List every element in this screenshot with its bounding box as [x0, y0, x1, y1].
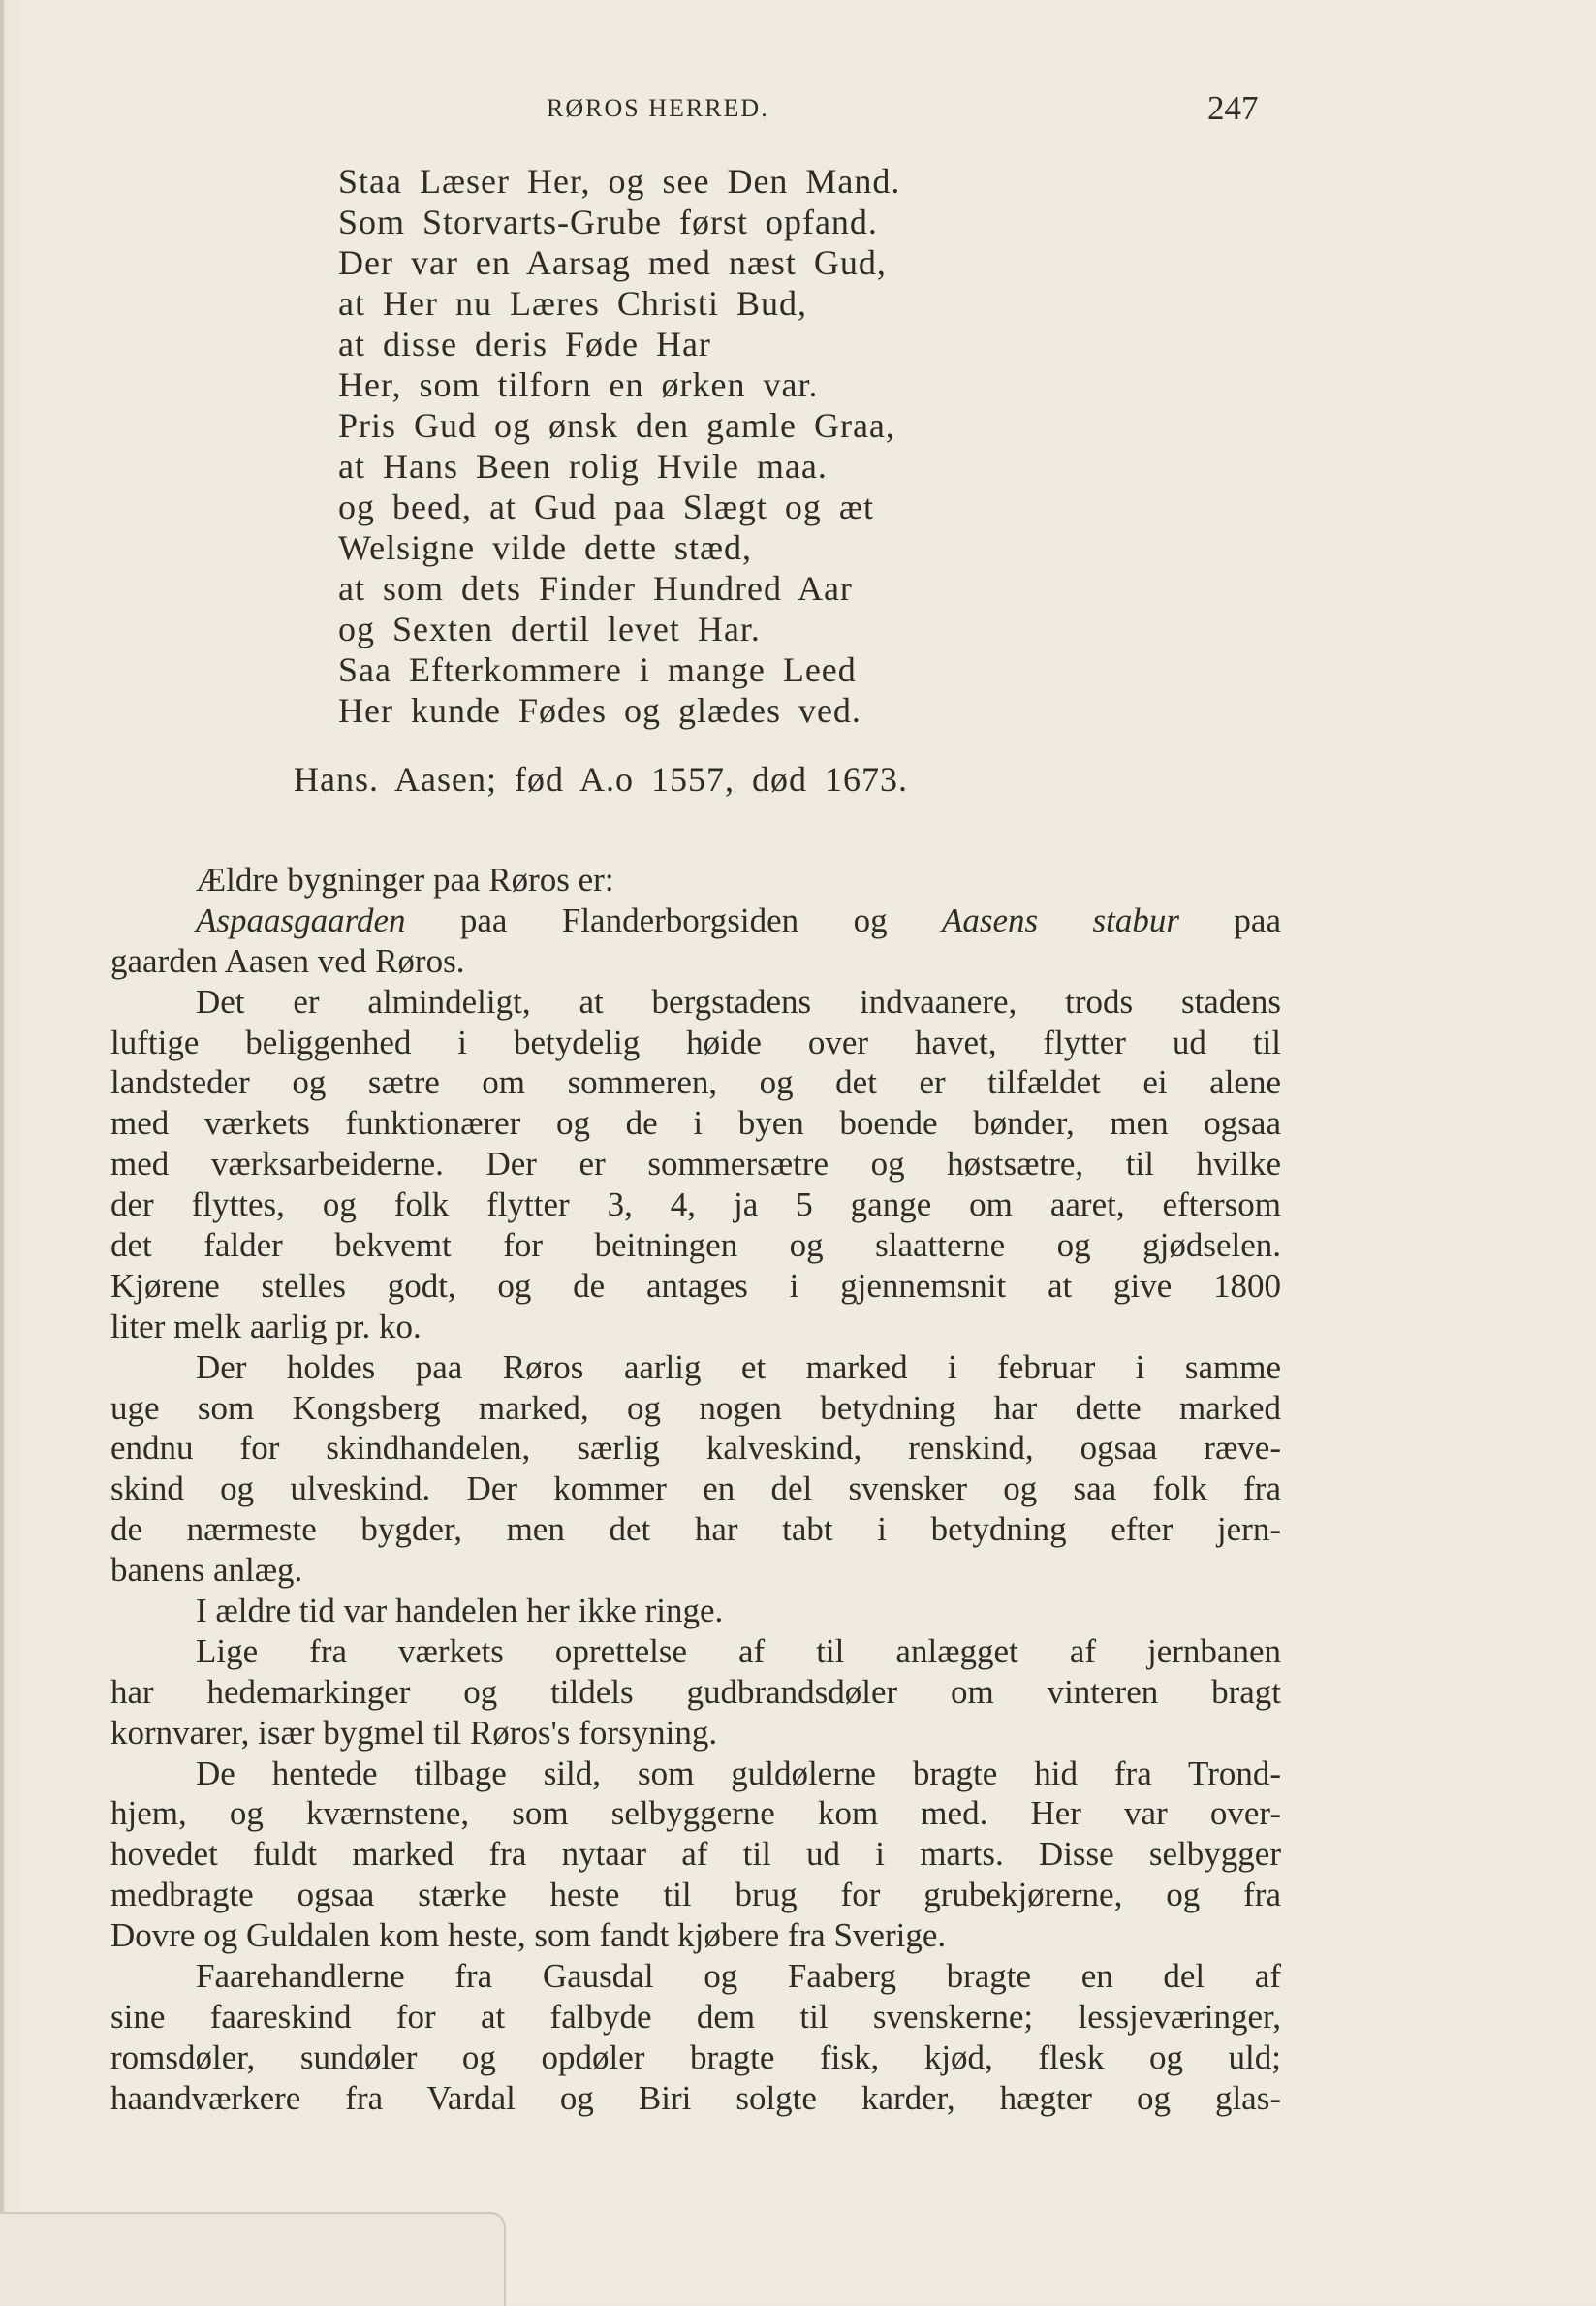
- body-line-18: banens anlæg.: [110, 1551, 303, 1590]
- body-line-20: Lige fra værkets oprettelse af til anlægget af jernbanen: [196, 1631, 1281, 1670]
- body-line-23: De hentede tilbage sild, som guldølerne bragte hid fra Trond-: [196, 1753, 1281, 1792]
- poem-line-8: at Hans Been rolig Hvile maa.: [338, 447, 828, 486]
- body-line-2-text-1: paa Flanderborgsiden og: [405, 900, 942, 939]
- body-line-26: medbragte ogsaa stærke heste til brug for grubekjørerne, og fra: [110, 1876, 1281, 1914]
- body-line-24: hjem, og kværnstene, som selbyggerne kom med. Her var over-: [110, 1794, 1281, 1833]
- body-line-29: sine faareskind for at falbyde dem til svenskerne; lessjeværinger,: [110, 1997, 1281, 2036]
- body-line-31: haandværkere fra Vardal og Biri solgte karder, hægter og glas-: [110, 2078, 1281, 2117]
- page-number: 247: [1207, 89, 1259, 127]
- body-line-15: endnu for skindhandelen, særlig kalveskind, renskind, ogsaa ræve-: [110, 1429, 1281, 1468]
- poem-line-14: Her kunde Fødes og glædes ved.: [338, 691, 861, 730]
- body-line-1: Ældre bygninger paa Røros er:: [196, 861, 614, 899]
- body-line-17: de nærmeste bygder, men det har tabt i betydning efter jern-: [110, 1510, 1281, 1549]
- body-line-9: der flyttes, og folk flytter 3, 4, ja 5 gange om aaret, eftersom: [110, 1185, 1281, 1224]
- body-line-19: I ældre tid var handelen her ikke ringe.: [196, 1592, 724, 1630]
- body-line-28: Faarehandlerne fra Gausdal og Faaberg bragte en del af: [196, 1957, 1281, 1996]
- body-line-10: det falder bekvemt for beitningen og slaatterne og gjødselen.: [110, 1226, 1281, 1265]
- poem-line-5: at disse deris Føde Har: [338, 325, 711, 363]
- body-line-2: [110, 900, 1281, 941]
- body-line-30: romsdøler, sundøler og opdøler bragte fisk, kjød, flesk og uld;: [110, 2037, 1281, 2076]
- page-bottom-tab: [0, 2212, 506, 2306]
- page-header: [0, 89, 1596, 128]
- body-line-27: Dovre og Guldalen kom heste, som fandt kjøbere fra Sverige.: [110, 1916, 947, 1955]
- page-left-edge: [0, 0, 4, 2304]
- body-line-2-italic-place-1: Aspaasgaarden: [196, 900, 406, 939]
- body-line-11: Kjørene stelles godt, og de antages i gjennemsnit at give 1800: [110, 1266, 1281, 1305]
- poem-line-9: og beed, at Gud paa Slægt og æt: [338, 488, 874, 526]
- body-line-21: har hedemarkinger og tildels gudbrandsdøler om vinteren bragt: [110, 1672, 1281, 1711]
- body-line-4: Det er almindeligt, at bergstadens indvaanere, trods stadens: [196, 982, 1281, 1021]
- inscription-signature: Hans. Aasen; fød A.o 1557, død 1673.: [294, 760, 908, 799]
- poem-line-2: Som Storvarts-Grube først opfand.: [338, 203, 878, 241]
- body-line-5: luftige beliggenhed i betydelig høide over havet, flytter ud til: [110, 1023, 1281, 1061]
- running-head: RØROS HERRED.: [547, 94, 769, 122]
- body-line-3: gaarden Aasen ved Røros.: [110, 941, 465, 980]
- body-line-2-text-2: paa: [1179, 900, 1282, 939]
- poem-line-11: at som dets Finder Hundred Aar: [338, 569, 853, 608]
- poem-line-3: Der var en Aarsag med næst Gud,: [338, 243, 887, 282]
- body-line-7: med værkets funktionærer og de i byen boende bønder, men ogsaa: [110, 1104, 1281, 1143]
- body-line-12: liter melk aarlig pr. ko.: [110, 1307, 422, 1345]
- body-line-6: landsteder og sætre om sommeren, og det er tilfældet ei alene: [110, 1063, 1281, 1102]
- body-line-22: kornvarer, især bygmel til Røros's forsyning.: [110, 1713, 718, 1752]
- poem-line-4: at Her nu Læres Christi Bud,: [338, 284, 807, 323]
- poem-line-10: Welsigne vilde dette stæd,: [338, 528, 753, 567]
- poem-line-7: Pris Gud og ønsk den gamle Graa,: [338, 406, 895, 445]
- body-line-16: skind og ulveskind. Der kommer en del svensker og saa folk fra: [110, 1469, 1281, 1508]
- poem-line-13: Saa Efterkommere i mange Leed: [338, 650, 857, 689]
- inscription-poem: [338, 161, 1075, 731]
- poem-line-12: og Sexten dertil levet Har.: [338, 610, 761, 648]
- body-line-2-italic-place-2: Aasens stabur: [942, 900, 1180, 939]
- body-line-8: med værksarbeiderne. Der er sommersætre og høstsætre, til hvilke: [110, 1145, 1281, 1184]
- body-line-14: uge som Kongsberg marked, og nogen betydning har dette marked: [110, 1388, 1281, 1427]
- body-line-13: Der holdes paa Røros aarlig et marked i februar i samme: [196, 1347, 1281, 1386]
- poem-line-6: Her, som tilforn en ørken var.: [338, 365, 819, 404]
- body-line-25: hovedet fuldt marked fra nytaar af til ud i marts. Disse selbygger: [110, 1835, 1281, 1874]
- body-text: [110, 860, 1281, 2119]
- poem-line-1: Staa Læser Her, og see Den Mand.: [338, 162, 901, 201]
